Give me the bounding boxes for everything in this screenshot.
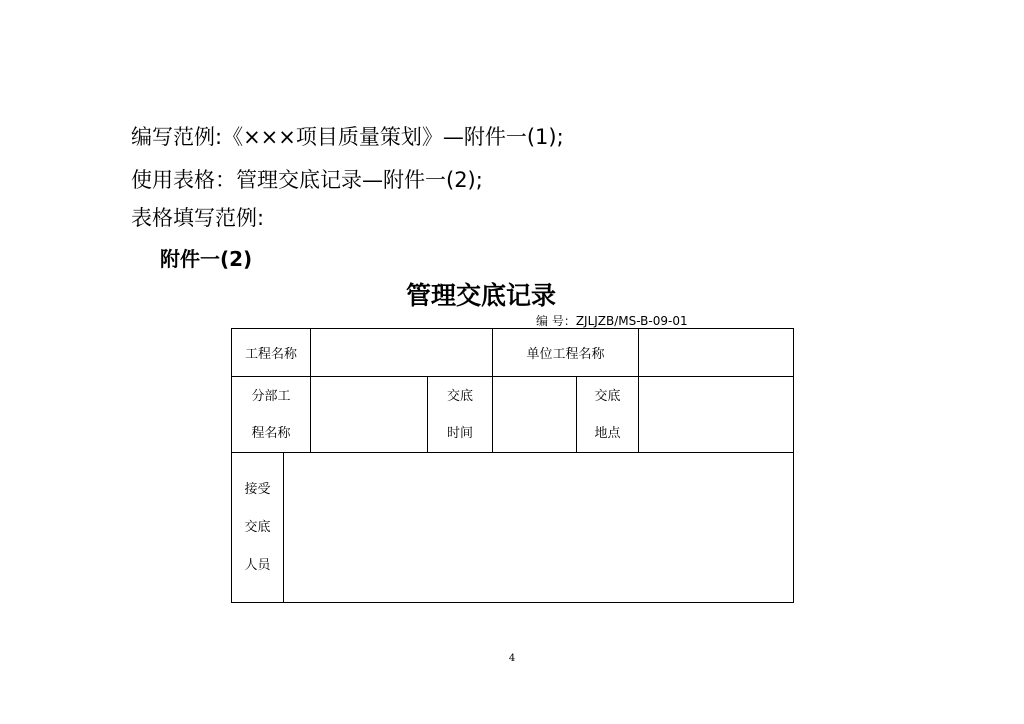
handover-record-table — [231, 328, 794, 603]
recipients-label-line2: 交底 — [244, 519, 271, 535]
sub-project-label-line1: 分部工 — [251, 388, 291, 404]
project-name-value — [311, 329, 493, 377]
sub-project-label-line2: 程名称 — [251, 425, 291, 441]
form-serial-number: 编 号：ZJLJZB/MS-B-09-01 — [536, 314, 688, 328]
recipients-label-line1: 接受 — [244, 481, 271, 497]
place-label-line2: 地点 — [594, 425, 621, 441]
handover-time-value — [493, 377, 577, 453]
recipients-label — [232, 453, 284, 603]
table-row — [232, 377, 794, 453]
handover-time-label — [428, 377, 493, 453]
table-row — [232, 453, 794, 603]
unit-project-name-value — [639, 329, 794, 377]
attachment-label: 附件一(2) — [160, 247, 253, 271]
fill-example-line: 表格填写范例: — [131, 206, 265, 230]
form-title: 管理交底记录 — [405, 281, 556, 310]
project-name-label: 工程名称 — [232, 329, 311, 377]
recipients-value — [284, 453, 794, 603]
recipients-label-line3: 人员 — [244, 557, 271, 573]
time-label-line2: 时间 — [447, 425, 474, 441]
place-label-line1: 交底 — [594, 388, 621, 404]
page-number: 4 — [508, 653, 516, 664]
time-label-line1: 交底 — [447, 388, 474, 404]
table-row — [232, 329, 794, 377]
sub-project-name-value — [311, 377, 428, 453]
handover-place-value — [639, 377, 794, 453]
form-used-line: 使用表格：管理交底记录—附件一(2); — [131, 168, 483, 192]
unit-project-name-label: 单位工程名称 — [493, 329, 639, 377]
example-line: 编写范例:《×××项目质量策划》—附件一(1); — [131, 125, 564, 149]
sub-project-name-label — [232, 377, 311, 453]
handover-place-label — [577, 377, 639, 453]
